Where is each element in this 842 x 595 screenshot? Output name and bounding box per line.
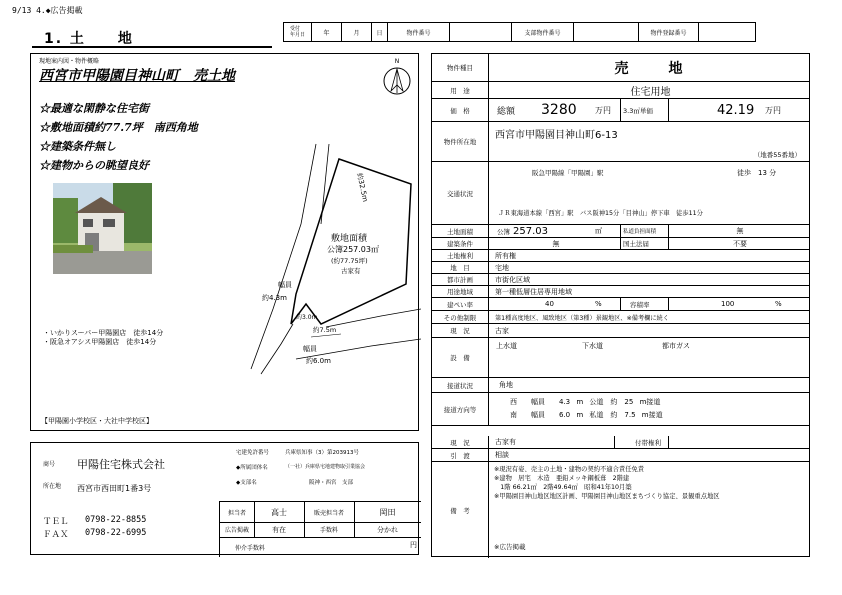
- price-unit: 万円: [595, 105, 611, 115]
- company-addr-label: 所在地: [43, 483, 62, 490]
- category-underline: [32, 46, 272, 48]
- remark-item: ※現況有姿、売主の土地・建物の契約不適合責任免責: [494, 466, 645, 473]
- private-road-label: 私道負担面積: [623, 229, 657, 235]
- row-land-area: 土地面積 公簿 257.03 ㎡ 私道負担面積 無: [432, 225, 809, 238]
- plan-road1-label: 幅員: [278, 281, 292, 289]
- row-road-status: 接道状況 角地: [432, 378, 809, 393]
- feature-item: ☆敷地面積約77.7坪 南西角地: [39, 121, 198, 134]
- property-table: [431, 53, 810, 557]
- page-date-label: 9/13 4.◆広告掲載: [12, 6, 83, 15]
- plan-road1-width: 約4.3m: [262, 294, 287, 302]
- branch-name: 阪神・西宮 支部: [309, 480, 354, 486]
- property-no-label: 物件番号: [388, 23, 450, 41]
- zoning-value: 第一種低層住居専用地域: [495, 287, 572, 296]
- address-value: 西宮市甲陽園目神山町6-13: [495, 129, 618, 141]
- plan-existing-building: 古家有: [341, 267, 361, 275]
- price-prefix: 総額: [497, 106, 516, 117]
- plan-road2-width: 約6.0m: [306, 357, 331, 365]
- commission-label: 手数料: [304, 522, 355, 538]
- handover-label: 付帯権利: [635, 438, 661, 447]
- branch-no-field[interactable]: [574, 23, 639, 41]
- plan-edge1: 約3.0m: [296, 314, 318, 321]
- row-zoning: 用途地域 第一種低層住居専用地域: [432, 286, 809, 298]
- current-value: 古家有: [495, 438, 516, 446]
- property-title: 西宮市甲陽園目神山町 売土地: [39, 68, 235, 84]
- land-area-prefix: 公簿: [497, 227, 510, 236]
- facility-gas: 都市ガス: [662, 342, 690, 350]
- receipt-month: 月: [342, 23, 372, 41]
- reg-no-label: 物件登録番号: [639, 23, 699, 41]
- traffic-walk1: 徒歩 13 分: [737, 169, 777, 177]
- row-status: 現 況 古家: [432, 324, 809, 338]
- remark-item: ※建物 居宅 木造 亜鉛メッキ鋼板葺 2階建: [494, 475, 630, 482]
- nearby-item: ・いかりスーパー甲陽園店 徒歩14分: [43, 329, 164, 337]
- ad-note: ※広告掲載: [494, 543, 526, 551]
- plan-area-title: 敷地面積: [331, 234, 368, 244]
- row-traffic: 交通状況 阪急甲陽線「甲陽園」駅 徒歩 13 分 ＪＲ東海道本線「西宮」駅 バス阪神15分「目神山」停下車 徒歩11分: [432, 162, 809, 225]
- reg-no-field[interactable]: [699, 23, 755, 41]
- address-note: （地番55番地）: [753, 151, 801, 159]
- nearby-list: [43, 329, 163, 347]
- row-land-category: 地 目 宅地: [432, 262, 809, 274]
- remark-item: ※甲陽園目神山地区地区計画、甲陽園目神山地区まちづくり協定、景観重点地区: [494, 493, 720, 500]
- map-panel: [30, 53, 419, 431]
- city-plan-value: 市街化区域: [495, 275, 530, 284]
- tel-number[interactable]: 0798-22-8855: [85, 515, 147, 525]
- private-road-value: 無: [736, 227, 744, 235]
- bcr-unit: %: [595, 300, 602, 308]
- plan-road2-label: 幅員: [303, 345, 317, 353]
- tsubo-price: 42.19: [717, 102, 755, 118]
- receipt-label: 受付 年月日: [284, 23, 312, 41]
- fax-label: ＦＡＸ: [43, 530, 69, 540]
- assoc-label: ◆所属団体名: [236, 465, 268, 471]
- road-1: 西 幅員 4.3 m 公道 約 25 m接道: [510, 398, 661, 406]
- tsubo-label: 3.3㎡単価: [623, 106, 653, 115]
- staff-label: 担当者: [220, 502, 255, 523]
- header-table: [283, 22, 756, 42]
- ad-value: 有在: [254, 522, 305, 538]
- row-current: 現 況 古家有 付帯権利: [432, 436, 809, 449]
- fax-number: 0798-22-6995: [85, 528, 147, 538]
- status-value: 古家: [495, 326, 509, 335]
- commission-value: 分かれ: [354, 522, 421, 538]
- row-city-plan: 都市計画 市街化区域: [432, 274, 809, 286]
- license-number: 兵庫県知事（3）第203913号: [285, 450, 359, 456]
- road-status-value: 角地: [499, 381, 513, 389]
- company-name-label: 商号: [43, 461, 56, 468]
- row-road-detail: 接道方向等 西 幅員 4.3 m 公道 約 25 m接道 南 幅員 6.0 m 私道 約 7.5 m接道: [432, 393, 809, 426]
- assoc-name: （一社）兵庫県宅地建物取引業協会: [285, 464, 366, 470]
- property-no-field[interactable]: [450, 23, 512, 41]
- land-area-value: 257.03: [513, 225, 548, 237]
- plan-area-tsubo: (約77.75坪): [331, 257, 368, 265]
- plan-edge2: 約7.5m: [313, 326, 337, 334]
- branch-label: ◆支部名: [236, 480, 257, 486]
- traffic-line2: ＪＲ東海道本線「西宮」駅 バス阪神15分「目神山」停下車 徒歩11分: [498, 210, 703, 217]
- site-plan: [221, 134, 421, 394]
- row-type: 物件種目 売 地: [432, 54, 809, 82]
- company-panel: [30, 442, 419, 555]
- row-other-restrictions: その他制限 第1種高度地区、風致地区（第3種）景観地区、※備考欄に続く: [432, 311, 809, 324]
- tsubo-unit: 万円: [765, 105, 781, 115]
- far-value: 100: [721, 300, 735, 308]
- far-unit: %: [775, 300, 782, 308]
- road-2: 南 幅員 6.0 m 私道 約 7.5 m接道: [510, 411, 663, 419]
- map-caption: 現地案内図・物件概略: [39, 58, 100, 65]
- staff-table: [219, 501, 421, 557]
- receipt-day: 日: [372, 23, 388, 41]
- property-photo: [53, 183, 152, 274]
- category-title: 1. 土 地: [44, 31, 134, 47]
- feature-item: ☆建築条件無し: [39, 140, 116, 153]
- row-building-cond: 建築条件 無 国土法届 不要: [432, 238, 809, 250]
- rights-value: 所有権: [495, 251, 516, 260]
- row-remarks: 備 考 ※現況有姿、売主の土地・建物の契約不適合責任免責 ※建物 居宅 木造 亜鉛メッキ鋼板葺 2階建 1階 66.21㎡ 2階49.64㎡ 昭和41年10月築 ※甲陽園目神山地区地区計画、甲陽園目神山地区まちづくり協定、景観重点地区 ※広告掲載: [432, 462, 809, 558]
- use-value: 住宅用地: [630, 86, 671, 98]
- feature-item: ☆最適な閑静な住宅街: [39, 102, 149, 115]
- price-value: 3280: [541, 102, 577, 118]
- land-category-value: 宅地: [495, 263, 509, 272]
- bcr-value: 40: [545, 300, 554, 308]
- company-name: 甲陽住宅株式会社: [77, 458, 165, 471]
- land-law-value: 不要: [733, 239, 747, 248]
- confirm-name: 岡田: [354, 502, 421, 523]
- fee-label: 仲介手数料: [234, 544, 265, 552]
- feature-item: ☆建物からの眺望良好: [39, 159, 149, 172]
- compass-icon: N: [381, 58, 413, 98]
- facility-water: 上水道: [496, 342, 517, 350]
- delivery-value: 相談: [495, 451, 509, 459]
- fee-unit: 円: [410, 541, 417, 549]
- facility-sewer: 下水道: [582, 342, 603, 350]
- other-restrictions: 第1種高度地区、風致地区（第3種）景観地区、※備考欄に続く: [495, 314, 669, 322]
- row-address: 物件所在地 西宮市甲陽園目神山町6-13 （地番55番地）: [432, 122, 809, 162]
- school-district: 【甲陽園小学校区・大社中学校区】: [41, 417, 153, 425]
- plan-side-top: 約32.5m: [355, 172, 370, 203]
- land-area-unit: ㎡: [595, 227, 602, 235]
- row-use: 用 途 住宅用地: [432, 82, 809, 99]
- ad-label: 広告掲載: [220, 522, 255, 538]
- license-label: 宅建免許番号: [236, 450, 270, 456]
- branch-no-label: 支部物件番号: [512, 23, 574, 41]
- land-law-label: 国土法届: [623, 240, 649, 248]
- feature-list: [39, 99, 198, 175]
- confirm-label: 販売担当者: [304, 502, 355, 523]
- receipt-year: 年: [312, 23, 342, 41]
- building-cond-value: 無: [552, 239, 560, 248]
- remark-item: 1階 66.21㎡ 2階49.64㎡ 昭和41年10月築: [494, 484, 632, 491]
- staff-name: 高士: [254, 502, 305, 523]
- type-value: 売 地: [614, 60, 687, 77]
- tel-label: ＴＥＬ: [43, 517, 69, 527]
- row-ratios: 建ぺい率 40 % 容積率 100 %: [432, 298, 809, 311]
- row-delivery: 引 渡 相談: [432, 449, 809, 462]
- nearby-item: ・阪急オアシス甲陽園店 徒歩14分: [43, 338, 157, 346]
- traffic-line1: 阪急甲陽線「甲陽園」駅: [532, 169, 604, 177]
- plan-area-value: 公簿257.03㎡: [327, 245, 379, 254]
- row-price: 価 格 総額 3280 万円 3.3㎡単価 42.19 万円: [432, 99, 809, 122]
- row-facilities: 設 備 上水道 下水道 都市ガス: [432, 338, 809, 378]
- company-addr: 西宮市西田町1番3号: [77, 484, 152, 493]
- far-label: 容積率: [630, 300, 650, 309]
- remarks-list: [494, 465, 720, 501]
- row-rights: 土地権利 所有権: [432, 250, 809, 262]
